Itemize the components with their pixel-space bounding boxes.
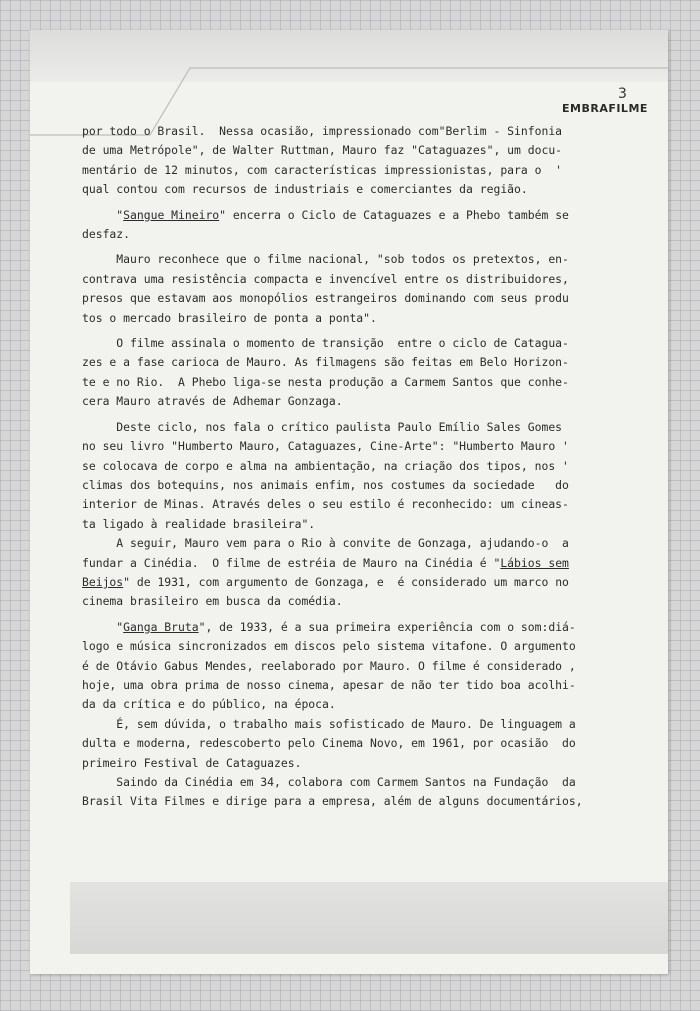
paragraph bbox=[82, 250, 662, 328]
text-line bbox=[82, 141, 662, 160]
text-line bbox=[82, 353, 662, 372]
text-line bbox=[82, 250, 662, 269]
text-segment: logo e música sincronizados em discos pelo sistema vitafone. O argumento bbox=[82, 639, 576, 654]
text-segment: É, sem dúvida, o trabalho mais sofisticado de Mauro. De linguagem a bbox=[82, 716, 576, 731]
text-segment: é de Otávio Gabus Mendes, reelaborado por Mauro. O filme é considerado , bbox=[82, 658, 576, 673]
page-number: 3 bbox=[618, 86, 627, 102]
text-segment: cera Mauro através de Adhemar Gonzaga. bbox=[82, 394, 343, 409]
text-segment: ta ligado à realidade brasileira". bbox=[82, 516, 316, 531]
text-segment: da da crítica e do público, na época. bbox=[82, 697, 336, 712]
document-body bbox=[82, 122, 662, 812]
text-segment: desfaz. bbox=[82, 227, 131, 242]
paragraph bbox=[82, 206, 662, 245]
letterhead: EMBRAFILME bbox=[562, 102, 648, 115]
text-line bbox=[82, 657, 662, 676]
text-segment: ", de 1933, é a sua primeira experiência com o som:diá- bbox=[198, 619, 576, 634]
text-segment: cinema brasileiro em busca da comédia. bbox=[82, 594, 343, 609]
text-line bbox=[82, 476, 662, 495]
paragraph bbox=[82, 122, 662, 200]
text-segment: no seu livro "Humberto Mauro, Cataguazes, Cine-Arte": "Humberto Mauro ' bbox=[82, 439, 569, 454]
text-line bbox=[82, 392, 662, 411]
text-line bbox=[82, 734, 662, 753]
text-segment: zes e a fase carioca de Mauro. As filmagens são feitas em Belo Horizon- bbox=[82, 355, 569, 370]
text-segment: de uma Metrópole", de Walter Ruttman, Mauro faz "Cataguazes", um docu- bbox=[82, 143, 563, 158]
text-line bbox=[82, 373, 662, 392]
text-segment: Deste ciclo, nos fala o crítico paulista Paulo Emílio Sales Gomes bbox=[82, 419, 563, 434]
underlined-title: Lábios sem bbox=[500, 555, 569, 570]
text-segment: por todo o Brasil. Nessa ocasião, impressionado com"Berlim - Sinfonia bbox=[82, 124, 563, 138]
text-segment: " bbox=[82, 207, 124, 222]
text-line bbox=[82, 270, 662, 289]
text-segment: " de 1931, com argumento de Gonzaga, e é considerado um marco no bbox=[123, 574, 569, 589]
text-segment: Mauro reconhece que o filme nacional, "sob todos os pretextos, en- bbox=[82, 252, 569, 267]
text-segment: hoje, uma obra prima de nosso cinema, apesar de não ter tido boa acolhi- bbox=[82, 677, 576, 692]
paragraph bbox=[82, 334, 662, 412]
text-segment: fundar a Cinédia. O filme de estréia de Mauro na Cinédia é " bbox=[82, 555, 501, 570]
text-line bbox=[82, 618, 662, 637]
text-segment: presos que estavam aos monopólios estrangeiros dominando com seus produ bbox=[82, 291, 569, 306]
text-line bbox=[82, 637, 662, 656]
text-line bbox=[82, 715, 662, 734]
text-segment: se colocava de corpo e alma na ambientação, na criação dos tipos, nos ' bbox=[82, 458, 569, 473]
photocopy-shadow-bottom bbox=[70, 882, 668, 954]
text-segment: tos o mercado brasileiro de ponta a ponta". bbox=[82, 310, 377, 325]
text-line bbox=[82, 792, 662, 811]
text-segment: mentário de 12 minutos, com características impressionistas, para o ' bbox=[82, 162, 563, 177]
text-line bbox=[82, 754, 662, 773]
text-line bbox=[82, 495, 662, 514]
text-segment: " bbox=[82, 619, 124, 634]
text-line bbox=[82, 180, 662, 199]
text-line bbox=[82, 334, 662, 353]
paragraph bbox=[82, 618, 662, 812]
text-line bbox=[82, 437, 662, 456]
underlined-title: Ganga Bruta bbox=[123, 619, 199, 634]
text-line bbox=[82, 773, 662, 792]
text-segment: contrava uma resistência compacta e invencível entre os distribuidores, bbox=[82, 271, 569, 286]
text-line bbox=[82, 592, 662, 611]
text-line bbox=[82, 457, 662, 476]
text-line bbox=[82, 554, 662, 573]
text-segment: A seguir, Mauro vem para o Rio à convite de Gonzaga, ajudando-o a bbox=[82, 536, 569, 551]
text-line bbox=[82, 309, 662, 328]
text-segment: climas dos botequins, nos animais enfim, nos costumes da sociedade do bbox=[82, 477, 569, 492]
text-line bbox=[82, 515, 662, 534]
text-line bbox=[82, 573, 662, 592]
text-line bbox=[82, 161, 662, 180]
text-line bbox=[82, 206, 662, 225]
text-line bbox=[82, 534, 662, 553]
text-segment: " encerra o Ciclo de Cataguazes e a Phebo também se bbox=[219, 207, 569, 222]
text-line bbox=[82, 289, 662, 308]
text-segment: O filme assinala o momento de transição entre o ciclo de Catagua- bbox=[82, 336, 569, 351]
photocopy-shadow-top bbox=[30, 30, 668, 82]
text-line bbox=[82, 418, 662, 437]
text-segment: primeiro Festival de Cataguazes. bbox=[82, 755, 302, 770]
text-segment: Brasil Vita Filmes e dirige para a empresa, além de alguns documentários, bbox=[82, 794, 583, 809]
text-line bbox=[82, 676, 662, 695]
paragraph bbox=[82, 418, 662, 612]
underlined-title: Beijos bbox=[82, 574, 124, 589]
text-line bbox=[82, 225, 662, 244]
document-page bbox=[30, 30, 668, 974]
text-line bbox=[82, 695, 662, 714]
text-segment: interior de Minas. Através deles o seu estilo é reconhecido: um cineas- bbox=[82, 497, 569, 512]
text-segment: qual contou com recursos de industriais e comerciantes da região. bbox=[82, 182, 528, 197]
underlined-title: Sangue Mineiro bbox=[123, 207, 220, 222]
text-segment: Saindo da Cinédia em 34, colabora com Carmem Santos na Fundação da bbox=[82, 775, 576, 789]
text-segment: te e no Rio. A Phebo liga-se nesta produção a Carmem Santos que conhe- bbox=[82, 374, 569, 389]
text-segment: dulta e moderna, redescoberto pelo Cinema Novo, em 1961, por ocasião do bbox=[82, 736, 576, 751]
text-line bbox=[82, 122, 662, 141]
